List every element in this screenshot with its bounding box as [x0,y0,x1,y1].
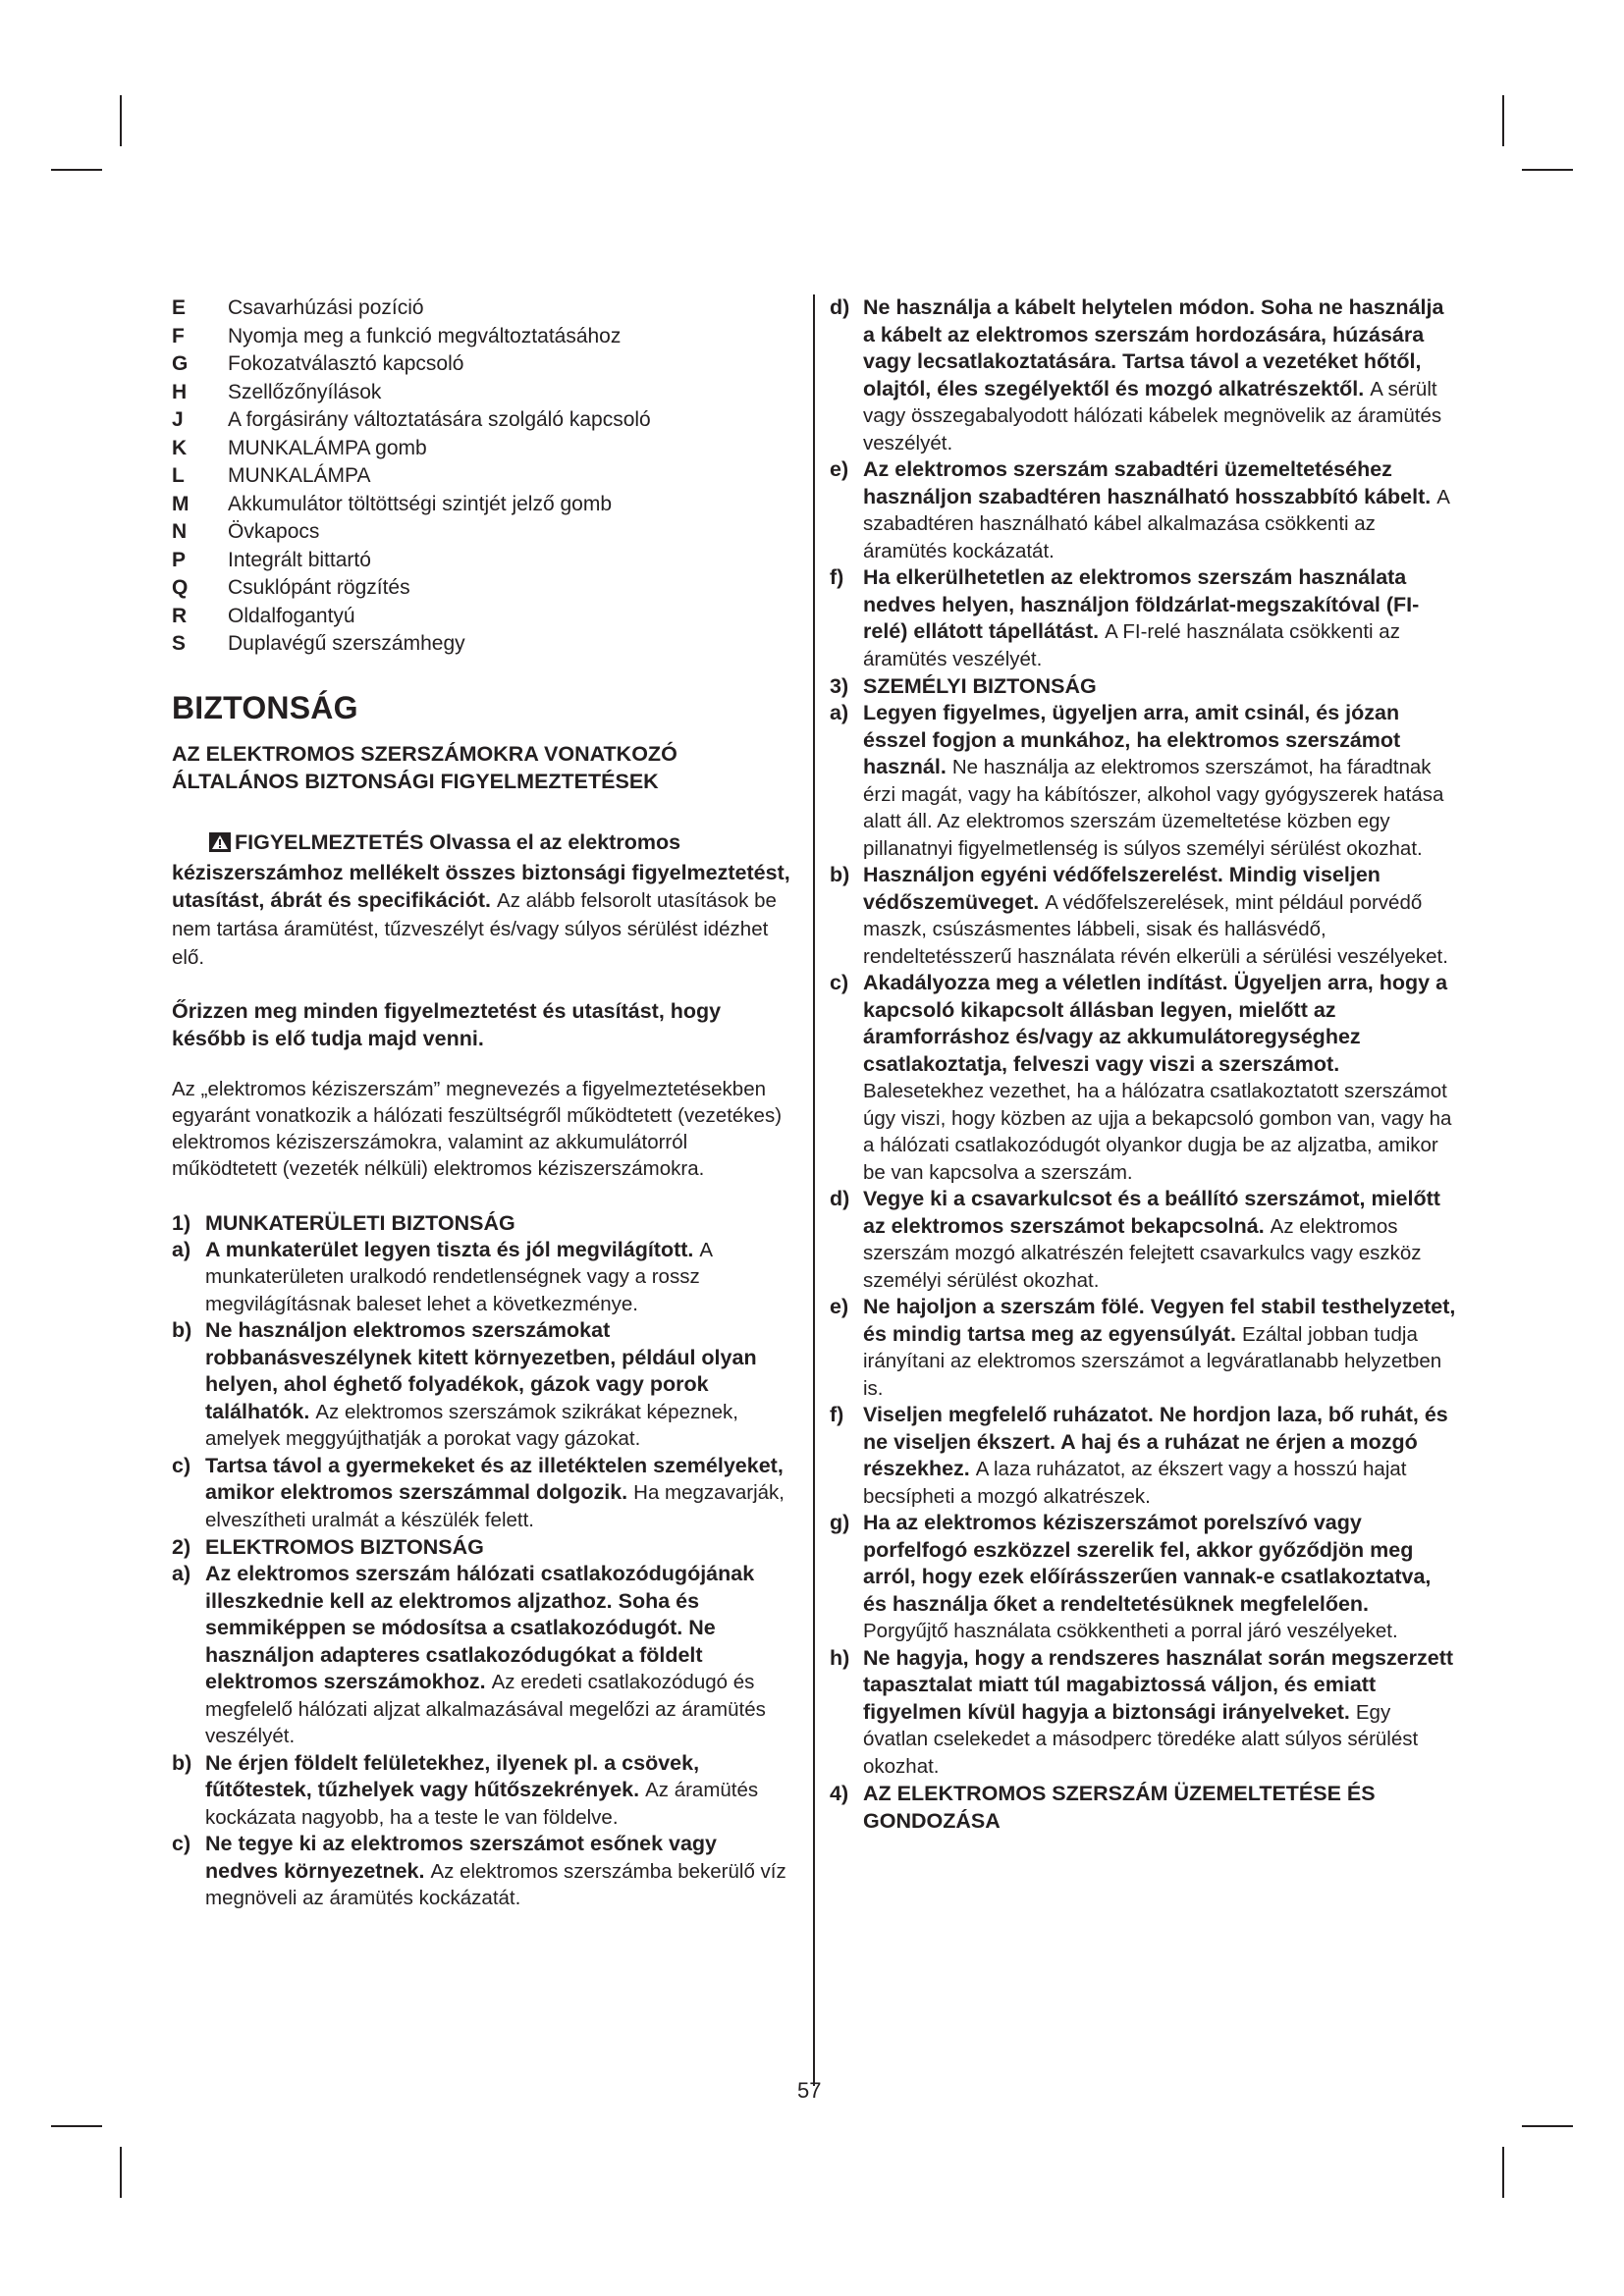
item-label: d) [830,1187,850,1210]
legend-row [172,603,795,631]
legend-row [172,518,795,547]
item-text: A védőfelszerelések, mint például porvédő maszk, csúszásmentes lábbeli, sisak és hallásvédő, rendeltetésszerű használata révén elkerüli a sérülési veszélyeket. [863,890,1448,968]
legend-letter: S [172,632,187,655]
item-body [863,1510,1458,1645]
list-item [172,1453,795,1534]
item-body [863,862,1458,970]
item-body [863,1294,1458,1402]
item-body [863,700,1458,862]
item-text: Az elektromos szerszámok szikrákat képeznek, amelyek meggyújthatják a porokat vagy gázokat. [205,1400,738,1450]
section-heading-2: 2) ELEKTROMOS BIZTONSÁG [172,1535,484,1559]
item-text: Az elektromos szerszám mozgó alkatrészén felejtett csavarkulcs vagy eszköz személyi sérülést okozhat. [863,1214,1422,1292]
legend-row [172,462,795,491]
section-2-items [172,1561,795,1912]
item-text: Ha megzavarják, elveszítheti uralmát a készülék felett. [205,1481,785,1531]
list-item [172,1237,795,1318]
item-body [863,456,1458,564]
legend-text: MUNKALÁMPA [228,464,371,487]
list-item [172,1561,795,1750]
warning-bold-text: FIGYELMEZTETÉS Olvassa el az elektromos kéziszerszámhoz mellékelt összes biztonsági figyelmeztetést, utasítást, ábrát és specifikációt. [172,829,790,912]
item-label: c) [172,1832,191,1855]
item-text: Porgyűjtő használata csökkentheti a porral járó veszélyeket. [863,1620,1398,1642]
legend-text: MUNKALÁMPA gomb [228,436,427,459]
item-bold: Ne érjen földelt felületekhez, ilyenek pl. a csövek, fűtőtestek, tűzhelyek vagy hűtőszekrények. [205,1750,700,1801]
item-bold: Viseljen megfelelő ruházatot. Ne hordjon laza, bő ruhát, és ne viseljen ékszert. A haj és a ruházat ne érjen a mozgó részekhez. [863,1403,1448,1480]
legend-text: Duplavégű szerszámhegy [228,632,465,655]
item-body [205,1237,795,1318]
legend-row [172,379,795,407]
list-item [830,862,1458,970]
section-heading-1: 1) MUNKATERÜLETI BIZTONSÁG [172,1210,515,1235]
legend-text: Csavarhúzási pozíció [228,296,424,319]
legend-text: Akkumulátor töltöttségi szintjét jelző gomb [228,492,613,515]
section-title: BIZTONSÁG [172,689,358,725]
item-bold: Akadályozza meg a véletlen indítást. Ügyeljen arra, hogy a kapcsoló kikapcsolt állásban legyen, mielőtt az áramforráshoz és/vagy az akkumulátoregységhez csatlakoztatja, felveszi vagy viszi a szerszámot. [863,971,1448,1076]
item-body [863,1402,1458,1510]
item-label: b) [830,863,850,886]
legend-letter: G [172,352,189,375]
item-body [205,1317,795,1453]
item-bold: Ne használjon elektromos szerszámokat robbanásveszélynek kitett környezetben, például olyan helyen, ahol éghető folyadékok, gázok vagy porok találhatók. [205,1318,757,1423]
item-text: Ne használja az elektromos szerszámot, ha fáradtnak érzi magát, vagy ha kábítószer, alkohol vagy gyógyszerek hatása alatt áll. Az elektromos szerszám üzemeltetése közben egy pillanatnyi figyelmetlenség is súlyos személyi sérülést okozhat. [863,756,1444,860]
item-body [863,564,1458,672]
item-label: d) [830,295,850,319]
list-item [830,970,1458,1186]
legend-letter: E [172,296,187,319]
crop-mark [120,95,122,146]
item-label: e) [830,1295,849,1318]
legend-row [172,294,795,323]
crop-mark [51,169,102,171]
page-number: 57 [797,2078,822,2103]
item-body [205,1831,795,1912]
legend-row [172,547,795,575]
item-label: g) [830,1511,850,1534]
section-1-items [172,1237,795,1534]
item-body [863,294,1458,456]
item-text: A szabadtéren használható kábel alkalmazása csökkenti az áramütés kockázatát. [863,485,1449,562]
legend-letter: M [172,492,189,515]
item-bold: Ne hajoljon a szerszám fölé. Vegyen fel stabil testhelyzetet, és mindig tartsa meg az egyensúlyát. [863,1295,1456,1346]
right-column [830,294,1458,1835]
list-item [830,1294,1458,1402]
warning-text: Az alább felsorolt utasítások be nem tartása áramütést, tűzveszélyt és/vagy súlyos sérülést idézhet elő. [172,888,777,969]
item-text: Balesetekhez vezethet, ha a hálózatra csatlakoztatott szerszámot úgy viszi, hogy közben az ujja a bekapcsoló gombon van, vagy ha a hálózati csatlakozódugót olyankor dugja be az aljzatba, amikor be van kapcsolva a szerszám. [863,1080,1452,1184]
item-body [863,1645,1458,1781]
item-bold: Ne használja a kábelt helytelen módon. Soha ne használja a kábelt az elektromos szerszám hordozására, húzására vagy lecsatlakoztatására. Tartsa távol a vezetéket hőtől, olajtól, éles szegélyektől és mozgó alkatrészektől. [863,295,1444,400]
parts-legend [172,294,795,659]
warning-triangle-icon [209,831,231,859]
legend-letter: Q [172,576,189,599]
list-item [830,1186,1458,1294]
item-text: A laza ruházatot, az ékszert vagy a hosszú hajat becsípheti a mozgó alkatrészek. [863,1458,1407,1508]
item-body [205,1750,795,1832]
item-bold: Ne hagyja, hogy a rendszeres használat során megszerzett tapasztalat miatt túl magabiztossá váljon, és emiatt figyelmen kívül hagyja a biztonsági irányelveket. [863,1645,1454,1724]
legend-text: Csuklópánt rögzítés [228,576,410,599]
item-text: Az elektromos szerszámba bekerülő víz megnöveli az áramütés kockázatát. [205,1859,786,1909]
item-body [863,1186,1458,1294]
item-text: Ezáltal jobban tudja irányítani az elektromos szerszámot a legváratlanabb helyzetben is. [863,1322,1442,1400]
item-text: Egy óvatlan cselekedet a másodperc töredéke alatt súlyos sérülést okozhat. [863,1700,1419,1778]
item-body [205,1561,795,1750]
crop-mark [1522,169,1573,171]
legend-text: A forgásirány változtatására szolgáló kapcsoló [228,408,651,431]
item-label: b) [172,1750,192,1775]
legend-text: Oldalfogantyú [228,604,355,627]
list-item [172,1831,795,1912]
item-bold: Ha az elektromos kéziszerszámot porelszívó vagy porfelfogó eszközzel szerelik fel, akkor győződjön meg arról, hogy ezek előírásszerűen vannak-e csatlakoztatva, és használja őket a rendeltetésüknek megfelelően. [863,1511,1432,1616]
list-item [830,456,1458,564]
list-item [830,1510,1458,1645]
list-item [172,1317,795,1453]
item-label: a) [830,701,849,724]
crop-mark [120,2147,122,2198]
item-label: e) [830,457,849,481]
item-text: A sérült vagy összegabalyodott hálózati kábelek megnövelik az áramütés veszélyét. [863,377,1442,454]
item-body [205,1453,795,1534]
definition-paragraph: Az „elektromos kéziszerszám” megnevezés a figyelmeztetésekben egyaránt vonatkozik a hálózati feszültségről működtetett (vezetékes) elektromos kéziszerszámokra, valamint az akkumulátorról működtetett (vezeték nélküli) elektromos kéziszerszámokra. [172,1077,783,1180]
section-2-items-cont [830,294,1458,672]
item-label: h) [830,1645,850,1670]
item-label: c) [172,1453,191,1477]
column-divider [813,294,815,2086]
legend-text: Övkapocs [228,520,320,543]
item-bold: Használjon egyéni védőfelszerelést. Mindig viseljen védőszemüveget. [863,863,1380,914]
legend-text: Nyomja meg a funkció megváltoztatásához [228,324,622,347]
legend-row [172,406,795,435]
list-item [830,564,1458,672]
crop-mark [1502,95,1504,146]
legend-letter: N [172,520,188,543]
legend-row [172,350,795,379]
item-bold: Az elektromos szerszám szabadtéri üzemeltetéséhez használjon szabadtéren használható hosszabbító kábelt. [863,457,1432,508]
list-item [830,1645,1458,1781]
section-heading-4: 4) AZ ELEKTROMOS SZERSZÁM ÜZEMELTETÉSE ÉS GONDOZÁSA [830,1782,1376,1833]
legend-row [172,435,795,463]
left-column [172,294,795,1912]
item-bold: Ne tegye ki az elektromos szerszámot esőnek vagy nedves környezetnek. [205,1832,718,1883]
item-label: f) [830,1403,844,1426]
legend-letter: P [172,548,187,571]
item-label: a) [172,1237,191,1261]
legend-text: Szellőzőnyílások [228,380,382,403]
section-heading-3: 3) SZEMÉLYI BIZTONSÁG [830,674,1097,698]
legend-letter: L [172,464,185,487]
list-item [830,700,1458,862]
item-bold: Vegye ki a csavarkulcsot és a beállító szerszámot, mielőtt az elektromos szerszámot bekapcsolná. [863,1187,1440,1238]
item-text: Az eredeti csatlakozódugó és megfelelő hálózati aljzat alkalmazásával megelőzi az áramütés veszélyét. [205,1671,766,1747]
item-bold: Legyen figyelmes, ügyeljen arra, amit csinál, és józan ésszel fogjon a munkához, ha elektromos szerszámot használ. [863,701,1401,778]
list-item [172,1750,795,1832]
item-label: f) [830,565,844,589]
item-text: A munkaterületen uralkodó rendetlenségnek vagy a rossz megvilágításnak baleset lehet a következménye. [205,1238,712,1315]
crop-mark [51,2125,102,2127]
legend-letter: H [172,380,188,403]
item-bold: Az elektromos szerszám hálózati csatlakozódugójának illeszkednie kell az elektromos aljzathoz. Soha és semmiképpen se módosítsa a csatlakozódugót. Ne használjon adapteres csatlakozódugókat a földelt elektromos szerszámokhoz. [205,1562,755,1693]
keep-instructions: Őrizzen meg minden figyelmeztetést és utasítást, hogy később is elő tudja majd venni. [172,998,722,1050]
legend-text: Integrált bittartó [228,548,371,571]
legend-letter: F [172,324,185,347]
legend-row [172,323,795,351]
crop-mark [1522,2125,1573,2127]
section-3-items [830,700,1458,1780]
legend-row [172,491,795,519]
item-text: Az áramütés kockázata nagyobb, ha a teste le van földelve. [205,1779,759,1829]
item-bold: Tartsa távol a gyermekeket és az illetéktelen személyeket, amikor elektromos szerszámmal dolgozik. [205,1453,784,1504]
legend-letter: J [172,408,184,431]
list-item [830,1402,1458,1510]
item-bold: Ha elkerülhetetlen az elektromos szerszám használata nedves helyen, használjon földzárlat-megszakítóval (FI-relé) ellátott tápellátást. [863,565,1420,643]
item-bold: A munkaterület legyen tiszta és jól megvilágított. [205,1237,694,1261]
item-body [863,970,1458,1186]
legend-row [172,574,795,603]
crop-mark [1502,2147,1504,2198]
item-label: c) [830,971,849,994]
warning-block [172,828,795,972]
legend-letter: K [172,436,188,459]
legend-letter: R [172,604,188,627]
legend-row [172,630,795,659]
legend-text: Fokozatválasztó kapcsoló [228,352,464,375]
item-label: b) [172,1318,192,1342]
section-subtitle: AZ ELEKTROMOS SZERSZÁMOKRA VONATKOZÓ ÁLTALÁNOS BIZTONSÁGI FIGYELMEZTETÉSEK [172,741,677,793]
item-text: A FI-relé használata csökkenti az áramütés veszélyét. [863,620,1400,670]
item-label: a) [172,1562,191,1585]
list-item [830,294,1458,456]
